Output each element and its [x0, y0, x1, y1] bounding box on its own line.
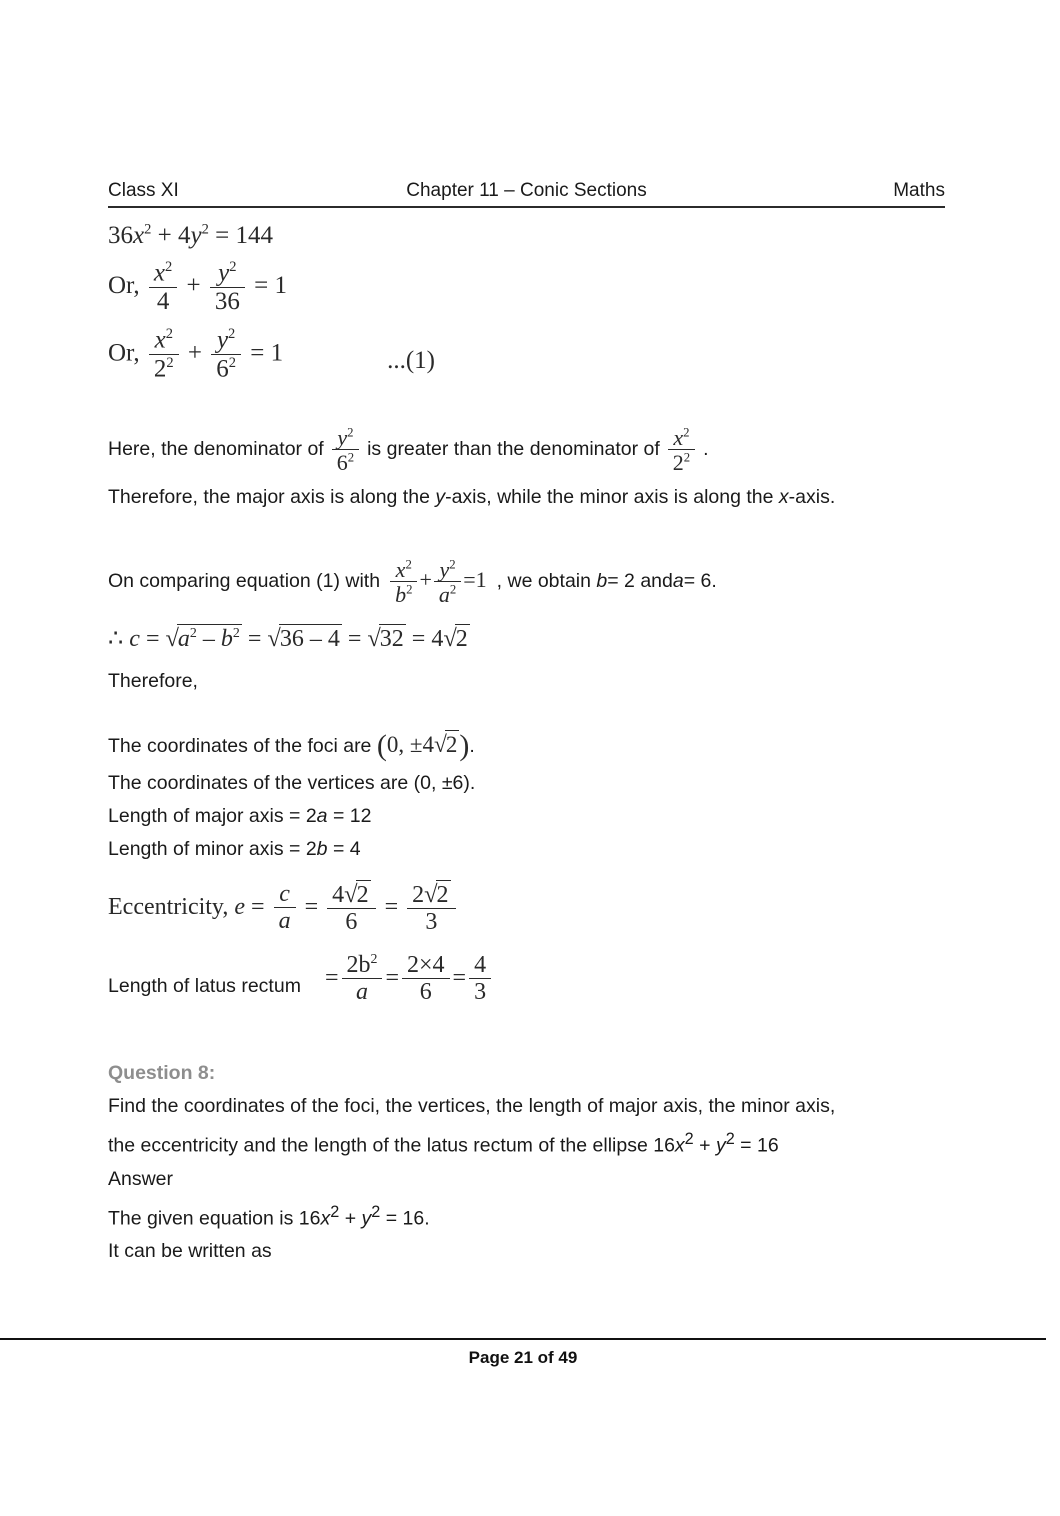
- therefore-symbol: ∴: [108, 625, 124, 652]
- question-line2-var-x: x: [674, 1134, 685, 1157]
- inline-standard-ellipse-equation: $\frac{x^2}{b^2}$ + $\frac{y^2}{a^2}$ =1: [388, 558, 487, 606]
- foci-radical-2: √2: [433, 731, 458, 758]
- major-length-part2: = 12: [327, 804, 372, 827]
- answer-line1-part1: The given equation is 16: [108, 1207, 321, 1230]
- paren-open: (: [376, 728, 387, 762]
- latus-rectum-line: [108, 953, 960, 1005]
- answer-line1-end: = 16.: [380, 1207, 430, 1230]
- major-axis-var-x: x: [778, 485, 789, 508]
- inline-fraction-x-over-2: $\frac{x^2}{2^2}$: [668, 426, 695, 474]
- eccentricity-var: e: [234, 893, 246, 920]
- eccentricity-equals-3: =: [384, 893, 399, 920]
- question-heading: Question 8:: [108, 1062, 216, 1085]
- eq-c-equals-3: =: [347, 625, 362, 652]
- answer-line1-plus: +: [339, 1207, 362, 1230]
- equation-eccentricity: Eccentricity, e = $\frac{c}{a}$ = $\frac{4√2}{6}$ = $\frac{2√2}{3}$: [108, 882, 960, 935]
- eq-or2-prefix: Or,: [108, 339, 140, 367]
- header-class-label: Class XI: [108, 180, 179, 201]
- eq-c-equals-4: =: [411, 625, 426, 652]
- eccentricity-label: Eccentricity,: [108, 893, 229, 920]
- latus-fraction-2b2-a: $\frac{2b^2}{a}$: [342, 953, 383, 1005]
- eq-or2-plus: +: [187, 339, 202, 367]
- equation-number-1: ...(1): [387, 347, 436, 375]
- foci-coordinates-line: [108, 728, 960, 763]
- equation-c-value: [108, 624, 960, 653]
- denominator-line-part2: is greater than the denominator of: [367, 437, 660, 460]
- foci-value-expression: [377, 728, 470, 762]
- question-line2-end: = 16: [734, 1134, 779, 1157]
- eq-c-equals-2: =: [247, 625, 262, 652]
- major-length-var: a: [316, 804, 328, 827]
- comparing-var-b: b: [596, 569, 608, 592]
- answer-line1-var-x: x: [320, 1207, 331, 1230]
- major-axis-direction-line: [108, 481, 960, 514]
- comparing-part2: , we obtain: [496, 569, 597, 592]
- answer-label: Answer: [108, 1167, 174, 1190]
- answer-line1-var-y: y: [361, 1207, 372, 1230]
- equation-or-second: [108, 327, 283, 382]
- eq-or1-fraction-y: $\frac{y^2}{36}$: [210, 260, 245, 315]
- comparing-val-a: = 6.: [683, 569, 717, 592]
- minor-length-part1: Length of minor axis = 2: [108, 837, 317, 860]
- eccentricity-equals-2: =: [304, 893, 319, 920]
- eq-or2-equals: =: [250, 339, 265, 367]
- page-header: [108, 180, 945, 208]
- eq-or2-fraction-y: $\frac{y^2}{6^2}$: [211, 327, 241, 382]
- major-axis-part2: -axis, while the minor axis is along the: [445, 485, 779, 508]
- minor-length-part2: = 4: [327, 837, 361, 860]
- eq-or1-rhs: 1: [274, 272, 287, 300]
- eq-c-equals-1: =: [145, 625, 160, 652]
- denominator-line-part3: .: [703, 437, 709, 460]
- question-line2-var-y: y: [715, 1134, 726, 1157]
- denominator-comparison-line: [108, 426, 960, 474]
- therefore-line: Therefore,: [108, 669, 198, 692]
- minor-axis-length-line: [108, 833, 960, 866]
- equation-or-second-row: [108, 327, 960, 382]
- answer-given-equation-line: [108, 1196, 960, 1236]
- comparing-val-b: = 2 and: [607, 569, 673, 592]
- vertices-coordinates-line: The coordinates of the vertices are (0, ±6).: [108, 771, 476, 794]
- denominator-line-part1: Here, the denominator of: [108, 437, 324, 460]
- radical-2: √2: [443, 624, 468, 652]
- comparing-var-a: a: [672, 569, 684, 592]
- eq-or1-plus: +: [186, 272, 201, 300]
- inline-fraction-y-over-6: $\frac{y^2}{6^2}$: [332, 426, 359, 474]
- radical-a2-minus-b2: $√a^2 - b^2$: [165, 624, 240, 652]
- answer-line1-exp1: 2: [330, 1202, 340, 1221]
- minor-length-var: b: [316, 837, 328, 860]
- paren-close: ): [459, 728, 470, 762]
- footer-divider: [0, 1338, 1046, 1340]
- footer-page-number: Page 21 of 49: [468, 1348, 578, 1367]
- question-line2-plus: +: [693, 1134, 716, 1157]
- page-content: [108, 222, 960, 1268]
- header-chapter-title: Chapter 11 – Conic Sections: [406, 180, 647, 201]
- radical-36-minus-4: √36 – 4: [267, 624, 340, 652]
- eccentricity-fraction-c-a: $\frac{c}{a}$: [274, 882, 296, 934]
- eccentricity-fraction-2root2-3: $\frac{2√2}{3}$: [407, 882, 455, 935]
- major-axis-part3: -axis.: [788, 485, 836, 508]
- comparing-part1: On comparing equation (1) with: [108, 569, 381, 592]
- radical-32: √32: [367, 624, 404, 652]
- question-line2-exp2: 2: [725, 1130, 735, 1149]
- eq-or1-equals: =: [254, 272, 269, 300]
- equation-or-first: [108, 260, 960, 315]
- eq-original-text: $36x^2 + 4y^2 = 144$: [108, 222, 273, 250]
- eq-c-coefficient: 4: [431, 625, 444, 652]
- major-length-part1: Length of major axis = 2: [108, 804, 317, 827]
- latus-rectum-label: Length of latus rectum: [108, 975, 301, 998]
- eq-or1-fraction-x: $\frac{x^2}{4}$: [149, 260, 177, 315]
- answer-line1-exp2: 2: [371, 1202, 381, 1221]
- question-text-line-1: Find the coordinates of the foci, the vertices, the length of major axis, the minor axis,: [108, 1095, 836, 1118]
- equation-original: [108, 222, 960, 250]
- eq-or1-prefix: Or,: [108, 272, 140, 300]
- foci-value: 0, ±4: [386, 731, 434, 757]
- foci-part1: The coordinates of the foci are: [108, 734, 377, 757]
- eq-or2-rhs: 1: [270, 339, 284, 367]
- major-axis-length-line: [108, 800, 960, 833]
- eq-c-var: c: [129, 625, 140, 652]
- latus-rectum-expression: = $\frac{2b^2}{a}$ = $\frac{2\times 4}{6}$ = $\frac{4}{3}$: [325, 953, 494, 1005]
- latus-fraction-2x4-6: $\frac{2\times 4}{6}$: [402, 953, 450, 1005]
- answer-continuation-line: It can be written as: [108, 1240, 272, 1263]
- question-text-line-2: [108, 1123, 960, 1163]
- header-subject-label: Maths: [893, 180, 945, 201]
- eccentricity-fraction-4root2-6: $\frac{4√2}{6}$: [327, 882, 375, 935]
- comparing-equation-line: [108, 558, 960, 606]
- major-axis-part1: Therefore, the major axis is along the: [108, 485, 436, 508]
- foci-part2: .: [469, 734, 475, 757]
- question-line2-part1: the eccentricity and the length of the latus rectum of the ellipse 16: [108, 1134, 675, 1157]
- latus-fraction-4-3: $\frac{4}{3}$: [469, 953, 491, 1005]
- eq-or2-fraction-x: $\frac{x^2}{2^2}$: [149, 327, 179, 382]
- question-line2-exp1: 2: [684, 1130, 694, 1149]
- major-axis-var-y: y: [435, 485, 446, 508]
